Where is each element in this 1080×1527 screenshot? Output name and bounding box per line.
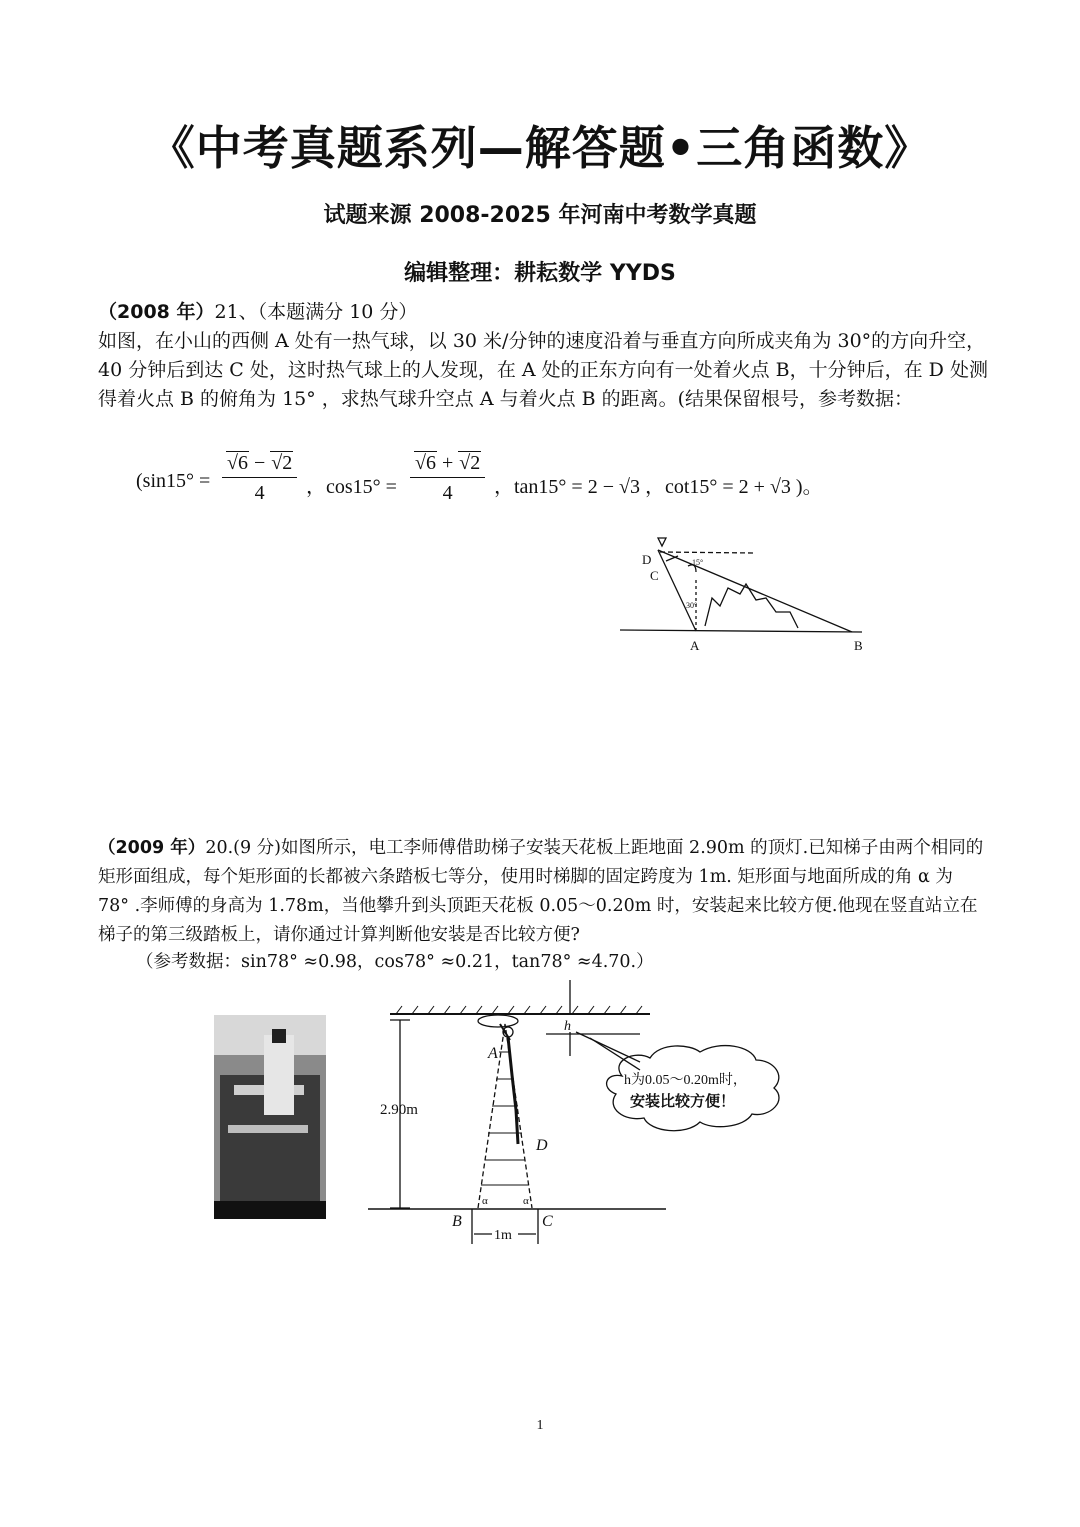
span-label: 1m bbox=[494, 1228, 512, 1243]
cos-den: 4 bbox=[442, 482, 453, 504]
label-D: D bbox=[642, 552, 652, 567]
editor-line: 编辑整理：耕耘数学 YYDS bbox=[404, 261, 676, 286]
label-B: B bbox=[854, 638, 863, 653]
line-DB bbox=[658, 550, 852, 632]
ceiling-hatch bbox=[396, 1006, 642, 1014]
ground-line bbox=[620, 630, 862, 632]
label-A: A bbox=[488, 1045, 498, 1062]
label-h: h bbox=[564, 1019, 571, 1034]
height-label: 2.90m bbox=[380, 1102, 418, 1118]
cos15-fraction bbox=[410, 452, 485, 505]
sin15-fraction bbox=[222, 452, 297, 505]
question-2008-header: 21、（本题满分 10 分） bbox=[214, 301, 418, 323]
page-number: 1 bbox=[536, 1418, 544, 1433]
horizontal-dash bbox=[660, 552, 755, 553]
question-2009-year: （2009 年） bbox=[98, 838, 206, 858]
label-C: C bbox=[650, 568, 659, 583]
electrician-figure bbox=[500, 1024, 518, 1144]
document-title: 《中考真题系列—解答题•三角函数》 bbox=[148, 121, 932, 175]
angle-15: 15° bbox=[692, 558, 704, 567]
label-C: C bbox=[542, 1213, 553, 1230]
formula-open: (sin15° = bbox=[136, 470, 211, 492]
alpha-left: α bbox=[482, 1195, 488, 1207]
question-2009 bbox=[98, 834, 988, 950]
question-2009-reference: （参考数据：sin78° ≈0.98，cos78° ≈0.21，tan78° ≈4.70.） bbox=[136, 952, 654, 972]
label-A: A bbox=[690, 638, 700, 653]
sin-num-a: √6 bbox=[227, 452, 248, 474]
electrician-photo bbox=[214, 1015, 326, 1219]
cloud-pointer bbox=[590, 1038, 640, 1070]
cos-num-b: √2 bbox=[459, 452, 481, 474]
reference-formula bbox=[136, 452, 896, 512]
cloud-text-1: h为0.05～0.20m时， bbox=[624, 1073, 747, 1088]
formula-sep1: ，cos15° = bbox=[306, 476, 397, 498]
balloon-shape bbox=[658, 538, 666, 546]
label-D: D bbox=[536, 1137, 548, 1154]
formula-sep2: ，tan15° = 2 − √3 ，cot15° = 2 + √3 )。 bbox=[494, 476, 823, 498]
cloud-text-2: 安装比较方便！ bbox=[630, 1094, 736, 1110]
ladder-figure bbox=[360, 980, 860, 1250]
question-2009-body: 20.(9 分)如图所示，电工李师傅借助梯子安装天花板上距地面 2.90m 的顶灯.已知梯子由两个相同的矩形面组成，每个矩形面的长都被六条踏板七等分，使用时梯脚的固定跨度为 1m. 矩形面与地面所成的角 α 为 78° .李师傅的身高为 1.78m，当他攀升到头顶距天花板 0.05～0.20m 时，安装起来比较方便.他现在竖直站立在梯子的第三级踏板上，请你通过计算判断他安装是否比较方便? bbox=[98, 838, 984, 945]
question-2008-year: （2008 年） bbox=[98, 301, 215, 323]
sin-num-b: √2 bbox=[271, 452, 293, 474]
sin-num-op: − bbox=[248, 452, 271, 474]
source-line: 试题来源 2008-2025 年河南中考数学真题 bbox=[323, 203, 757, 228]
cos-num-op: + bbox=[436, 452, 459, 474]
cos-num-a: √6 bbox=[415, 452, 436, 474]
sin-den: 4 bbox=[254, 482, 265, 504]
question-2008-body: 如图，在小山的西侧 A 处有一热气球，以 30 米/分钟的速度沿着与垂直方向所成夹角为 30°的方向升空，40 分钟后到达 C 处，这时热气球上的人发现，在 A 处的正东方向有一处着火点 B，十分钟后，在 D 处测得着火点 B 的俯角为 15° ，求热气球升空点 A 与着火点 B 的距离。(结果保留根号，参考数据： bbox=[98, 330, 988, 410]
ceiling-lamp bbox=[478, 1015, 518, 1027]
alpha-right: α bbox=[523, 1195, 529, 1207]
hill-shape bbox=[705, 584, 798, 628]
line-C-small bbox=[666, 556, 678, 561]
label-B: B bbox=[452, 1213, 462, 1230]
balloon-figure bbox=[600, 528, 880, 658]
line-AD bbox=[658, 550, 696, 631]
question-2008 bbox=[98, 298, 988, 414]
angle-30: 30° bbox=[686, 601, 698, 610]
